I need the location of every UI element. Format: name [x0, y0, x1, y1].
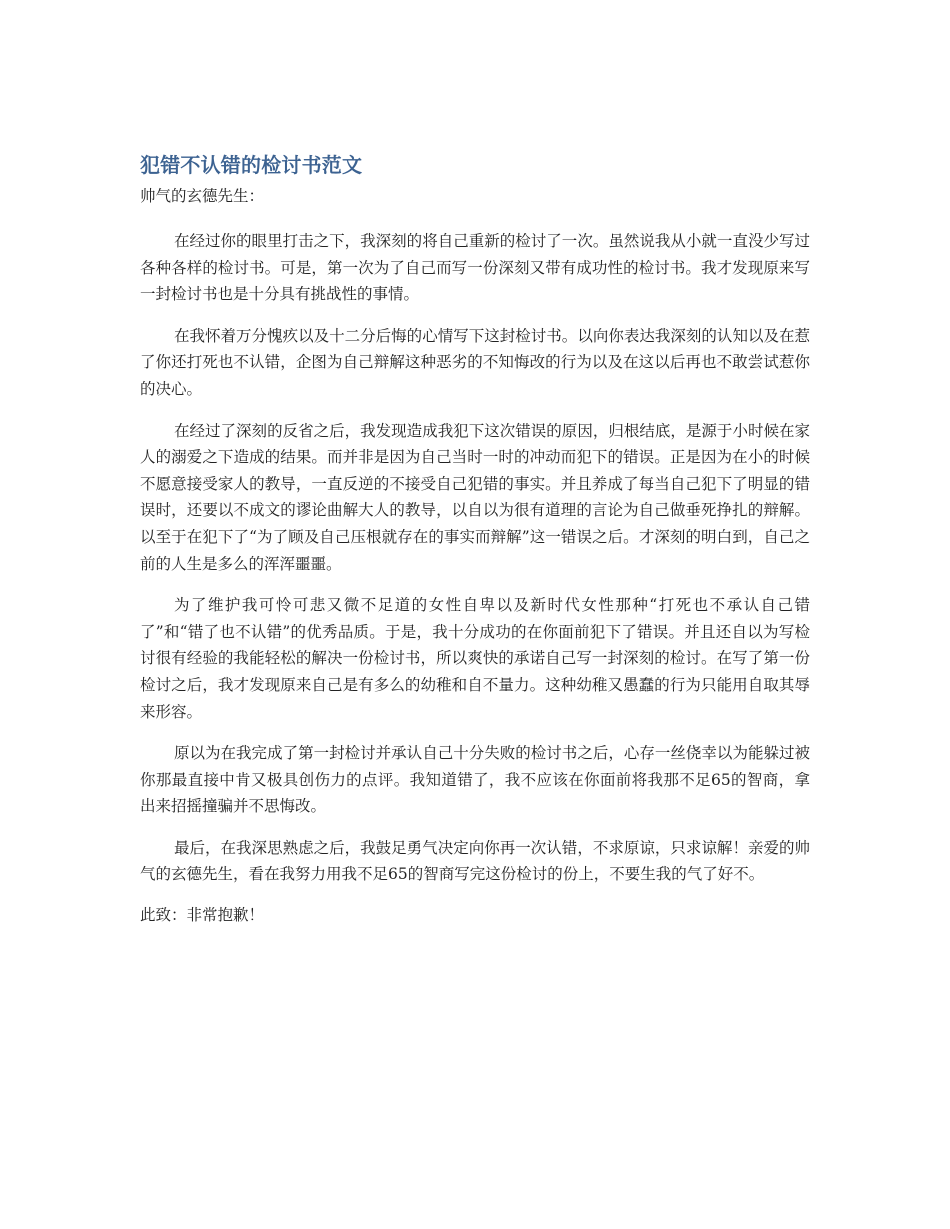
body-paragraphs — [140, 228, 810, 888]
body-paragraph: 最后，在我深思熟虑之后，我鼓足勇气决定向你再一次认错，不求原谅，只求谅解！亲爱的帅气的玄德先生，看在我努力用我不足65的智商写完这份检讨的份上，不要生我的气了好不。 — [140, 838, 810, 884]
document-page — [140, 150, 810, 928]
body-paragraph: 在经过你的眼里打击之下，我深刻的将自己重新的检讨了一次。虽然说我从小就一直没少写过各种各样的检讨书。可是，第一次为了自己而写一份深刻又带有成功性的检讨书。我才发现原来写一封检讨书也是十分具有挑战性的事情。 — [140, 232, 810, 304]
body-paragraph: 为了维护我可怜可悲又微不足道的女性自卑以及新时代女性那种“打死也不承认自己错了”和“错了也不认错”的优秀品质。于是，我十分成功的在你面前犯下了错误。并且还自以为写检讨很有经验的我能轻松的解决一份检讨书，所以爽快的承诺自己写一封深刻的检讨。在写了第一份检讨之后，我才发现原来自己是有多么的幼稚和自不量力。这种幼稚又愚蠢的行为只能用自取其辱来形容。 — [140, 596, 810, 721]
salutation: 帅气的玄德先生： — [140, 187, 265, 205]
body-paragraph: 在我怀着万分愧疚以及十二分后悔的心情写下这封检讨书。以向你表达我深刻的认知以及在惹了你还打死也不认错，企图为自己辩解这种恶劣的不知悔改的行为以及在这以后再也不敢尝试惹你的决心。 — [140, 326, 810, 398]
body-paragraph: 原以为在我完成了第一封检讨并承认自己十分失败的检讨书之后，心存一丝侥幸以为能躲过被你那最直接中肯又极具创伤力的点评。我知道错了，我不应该在你面前将我那不足65的智商，拿出来招摇撞骗并不思悔改。 — [140, 744, 810, 816]
document-title: 犯错不认错的检讨书范文 — [140, 153, 363, 177]
body-paragraph: 在经过了深刻的反省之后，我发现造成我犯下这次错误的原因，归根结底，是源于小时候在家人的溺爱之下造成的结果。而并非是因为自己当时一时的冲动而犯下的错误。正是因为在小的时候不愿意接受家人的教导，一直反逆的不接受自己犯错的事实。并且养成了每当自己犯下了明显的错误时，还要以不成文的谬论曲解大人的教导，以自以为很有道理的言论为自己做垂死挣扎的辩解。 以至于在犯下了“为了顾及自己压根就存在的事实而辩解”这一错误之后。才深刻的明白到，自己之前的人生是多么的浑浑噩噩。 — [140, 421, 810, 573]
closing-line: 此致：非常抱歉！ — [140, 906, 265, 925]
